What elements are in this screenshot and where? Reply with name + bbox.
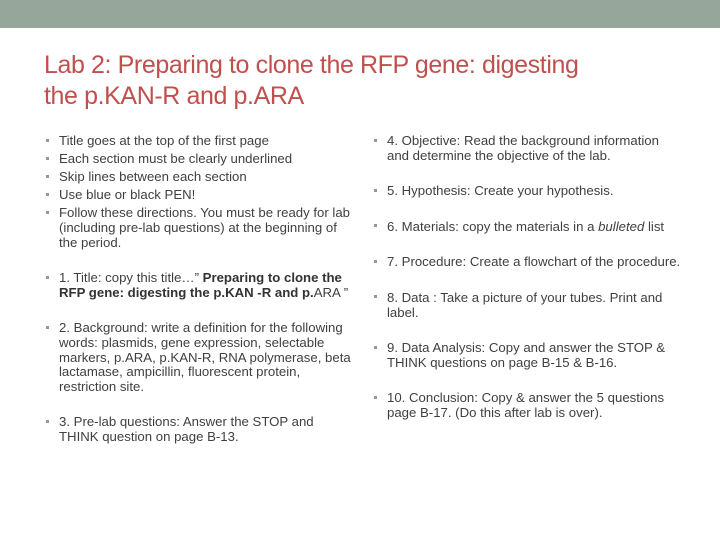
section-procedure-text: 7. Procedure: Create a flowchart of the procedure. xyxy=(387,254,681,270)
section-background-item xyxy=(46,321,352,394)
section-materials-item xyxy=(374,220,684,235)
rules-list xyxy=(46,134,352,250)
right-column xyxy=(374,134,684,421)
bullet-icon xyxy=(374,224,377,227)
section-materials-italic: bulleted xyxy=(598,218,645,234)
section-procedure-item xyxy=(374,255,684,270)
section-title-prefix: 1. Title: copy this title…” xyxy=(59,270,203,286)
section-title-suffix: ARA ” xyxy=(313,284,349,300)
slide-title-line-2: the p.KAN-R and p.ARA xyxy=(44,82,304,110)
section-analysis-text: 9. Data Analysis: Copy and answer the STOP & THINK questions on page B-15 & B-16. xyxy=(387,340,666,370)
rule-text: Skip lines between each section xyxy=(59,169,247,185)
slide-title xyxy=(44,50,694,112)
bullet-icon xyxy=(374,295,377,298)
rule-item xyxy=(46,206,352,250)
rule-item xyxy=(46,188,352,203)
bullet-icon xyxy=(374,260,377,263)
section-background-text: 2. Background: write a definition for the following words: plasmids, gene expression, selectable markers, p.ARA, p.KAN-R, RNA polymerase, beta lactamase, ampicillin, fluorescent protein, restriction site. xyxy=(59,320,351,394)
right-sections-list xyxy=(374,134,684,421)
section-materials-prefix: 6. Materials: copy the materials in a xyxy=(387,218,599,234)
bullet-icon xyxy=(46,420,49,423)
top-color-band xyxy=(0,0,720,28)
rule-text: Follow these directions. You must be ready for lab (including pre-lab questions) at the beginning of the period. xyxy=(59,205,351,250)
section-data-item xyxy=(374,291,684,320)
section-hypothesis-text: 5. Hypothesis: Create your hypothesis. xyxy=(387,183,614,199)
rule-text: Title goes at the top of the first page xyxy=(59,133,269,148)
slide-title-line-1: Lab 2: Preparing to clone the RFP gene: digesting xyxy=(44,51,579,79)
section-materials-suffix: list xyxy=(644,218,665,234)
rule-item xyxy=(46,152,352,167)
section-title-bold: Preparing to clone the RFP gene: digesting the p.KAN -R and p. xyxy=(59,270,342,300)
bullet-icon xyxy=(374,189,377,192)
bullet-icon xyxy=(46,139,49,142)
bullet-icon xyxy=(374,396,377,399)
left-column xyxy=(46,134,352,445)
section-conclusion-text: 10. Conclusion: Copy & answer the 5 questions page B-17. (Do this after lab is over). xyxy=(387,390,665,420)
sections-list xyxy=(46,271,352,444)
bullet-icon xyxy=(46,157,49,160)
rule-item xyxy=(46,170,352,185)
section-hypothesis-item xyxy=(374,184,684,199)
bullet-icon xyxy=(46,175,49,178)
bullet-icon xyxy=(46,193,49,196)
section-prelab-text: 3. Pre-lab questions: Answer the STOP and THINK question on page B-13. xyxy=(59,414,314,444)
bullet-icon xyxy=(46,326,49,329)
section-title-item xyxy=(46,271,352,300)
section-objective-item xyxy=(374,134,684,163)
section-objective-text: 4. Objective: Read the background information and determine the objective of the lab. xyxy=(387,133,659,163)
bullet-icon xyxy=(374,139,377,142)
section-data-text: 8. Data : Take a picture of your tubes. Print and label. xyxy=(387,289,663,320)
section-analysis-item xyxy=(374,341,684,370)
bullet-icon xyxy=(46,276,49,279)
rule-text: Each section must be clearly underlined xyxy=(59,151,293,167)
bullet-icon xyxy=(46,211,49,214)
rule-item xyxy=(46,134,352,149)
section-conclusion-item xyxy=(374,391,684,420)
rule-text: Use blue or black PEN! xyxy=(59,187,196,203)
section-prelab-item xyxy=(46,415,352,444)
bullet-icon xyxy=(374,346,377,349)
